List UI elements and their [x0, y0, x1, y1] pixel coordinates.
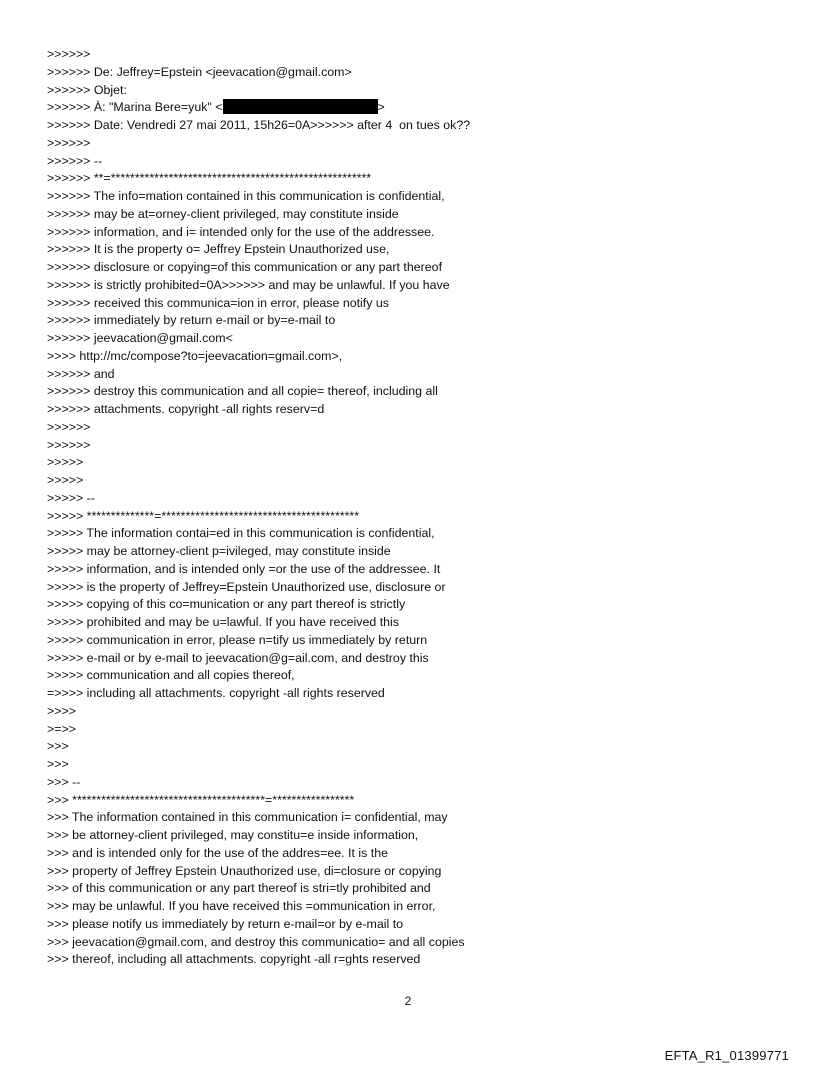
email-line: >>>>>> disclosure or copying=of this communication or any part thereof — [47, 260, 443, 274]
recipient-line — [47, 99, 787, 117]
email-body — [47, 46, 787, 969]
email-line: >>> jeevacation@gmail.com, and destroy this communicatio= and all copies — [47, 934, 465, 949]
email-line: >>> of this communication or any part thereof is stri=tly prohibited and — [47, 881, 431, 896]
email-line: >>>>>> may be at=orney-client privileged, may constitute inside — [47, 206, 399, 221]
email-line: >>> thereof, including all attachments. copyright -all r=ghts reserved — [47, 952, 421, 967]
email-line: >>>> — [47, 703, 76, 718]
quoted-body-lines — [47, 117, 787, 969]
email-line: >>>>>> is strictly prohibited=0A>>>>>> and may be unlawful. If you have — [47, 277, 450, 292]
email-line: >>>>>> De: Jeffrey=Epstein <jeevacation@gmail.com> — [47, 64, 352, 79]
email-line: >>>>>> -- — [47, 153, 103, 168]
email-line: >>> — [47, 757, 69, 771]
quoted-header-lines — [47, 46, 787, 99]
redaction-block — [223, 99, 378, 114]
email-line: >>>>>> received this communica=ion in error, please notify us — [47, 295, 389, 310]
email-line: >>> please notify us immediately by return e-mail=or by e-mail to — [47, 916, 404, 931]
email-line: >>>>>> jeevacation@gmail.com< — [47, 331, 233, 345]
email-line: >>>>>> destroy this communication and all copie= thereof, including all — [47, 384, 438, 399]
email-line: >>>>>> Date: Vendredi 27 mai 2011, 15h26=0A>>>>>> after 4 on tues ok?? — [47, 118, 471, 132]
email-line: >>>>> prohibited and may be u=lawful. If you have received this — [47, 615, 399, 629]
email-line: >>> be attorney-client privileged, may constitu=e inside information, — [47, 828, 419, 842]
email-line: >>> The information contained in this communication i= confidential, may — [47, 810, 448, 825]
email-line: >>>>> — [47, 473, 84, 487]
email-line: >>>>> copying of this co=munication or any part thereof is strictly — [47, 597, 406, 612]
email-line: >>>>>> — [47, 47, 91, 61]
email-line: >>> ****************************************=***************** — [47, 792, 355, 807]
email-line: >>>>>> The info=mation contained in this communication is confidential, — [47, 189, 445, 203]
email-line: >>>> http://mc/compose?to=jeevacation=gmail.com>, — [47, 348, 343, 363]
email-line: >>>>>> attachments. copyright -all rights reserv=d — [47, 402, 325, 416]
email-line: >>>>>> information, and i= intended only for the use of the addressee. — [47, 224, 435, 239]
recipient-prefix: >>>>>> À: "Marina Bere=yuk" < — [47, 100, 223, 115]
email-line: >>>>> e-mail or by e-mail to jeevacation@g=ail.com, and destroy this — [47, 650, 429, 665]
recipient-suffix: > — [377, 100, 385, 115]
email-line: >>>>> communication in error, please n=tify us immediately by return — [47, 632, 428, 647]
email-line: >>> -- — [47, 774, 81, 789]
email-line: >>>>> information, and is intended only =or the use of the addressee. It — [47, 561, 441, 576]
email-line: >>>>> — [47, 455, 84, 470]
email-line: >>>>> **************=***************************************** — [47, 508, 360, 523]
email-line: >>>>>> Objet: — [47, 82, 127, 97]
email-line: >>>>> communication and all copies thereof, — [47, 668, 295, 683]
email-line: >>>>>> and — [47, 366, 115, 381]
email-line: >>>>> -- — [47, 490, 95, 505]
email-line: >>>>>> It is the property o= Jeffrey Epstein Unauthorized use, — [47, 242, 390, 257]
email-line: >>>>> is the property of Jeffrey=Epstein Unauthorized use, disclosure or — [47, 579, 446, 594]
email-line: =>>>> including all attachments. copyright -all rights reserved — [47, 686, 385, 700]
email-line: >>>>>> — [47, 437, 91, 452]
email-line: >>>>> The information contai=ed in this communication is confidential, — [47, 526, 435, 541]
email-line: >>> and is intended only for the use of the addres=ee. It is the — [47, 845, 388, 860]
email-line: >>>>>> immediately by return e-mail or by=e-mail to — [47, 313, 336, 328]
email-line: >>>>>> — [47, 135, 91, 150]
email-line: >>>>>> — [47, 419, 91, 434]
email-line: >=>> — [47, 721, 76, 736]
page-number: 2 — [404, 994, 412, 1008]
document-id: EFTA_R1_01399771 — [664, 1048, 789, 1063]
email-line: >>> property of Jeffrey Epstein Unauthorized use, di=closure or copying — [47, 863, 442, 878]
email-line: >>>>> may be attorney-client p=ivileged, may constitute inside — [47, 544, 391, 558]
email-line: >>>>>> **=****************************************************** — [47, 171, 372, 186]
email-line: >>> may be unlawful. If you have received this =ommunication in error, — [47, 899, 436, 913]
email-line: >>> — [47, 739, 69, 754]
